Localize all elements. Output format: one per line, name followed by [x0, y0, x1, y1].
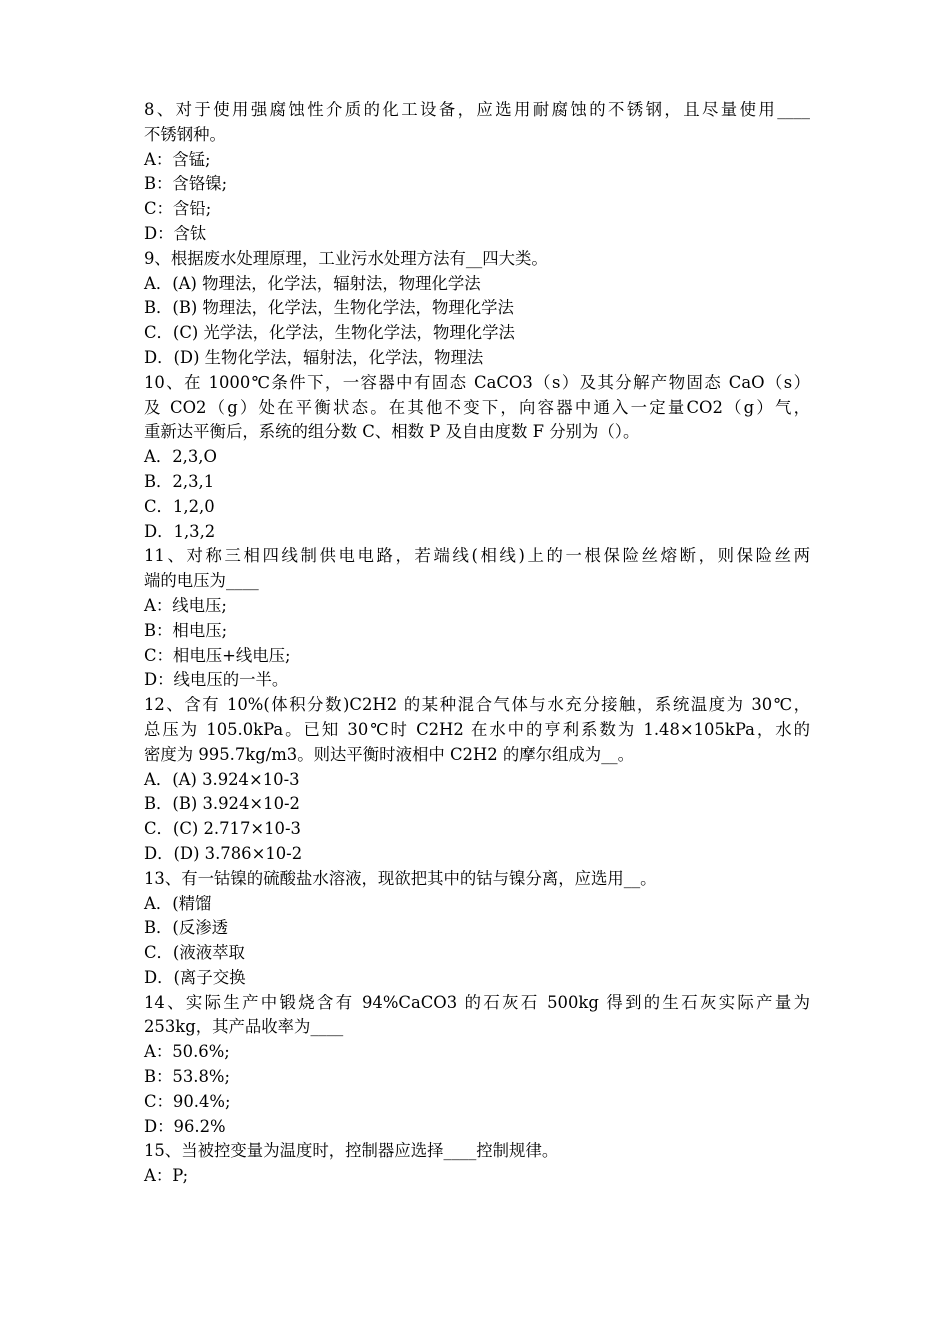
- question-12: [144, 693, 810, 867]
- question-14: [144, 991, 810, 1140]
- option-c: C．(C) 光学法，化学法，生物化学法，物理化学法: [144, 323, 515, 343]
- question-stem-line: 密度为 995.7kg/m3。则达平衡时液相中 C2H2 的摩尔组成为__。: [144, 744, 634, 764]
- option-a: A．2,3,O: [144, 447, 217, 467]
- question-13: [144, 867, 810, 991]
- question-stem-line: 11、对称三相四线制供电电路，若端线(相线)上的一根保险丝熔断，则保险丝两: [144, 546, 810, 566]
- option-c: C：相电压+线电压;: [144, 645, 291, 665]
- question-stem-line: 9、根据废水处理原理，工业污水处理方法有__四大类。: [144, 248, 548, 268]
- option-d: D．(D) 3.786×10-2: [144, 843, 303, 863]
- option-a: A：线电压;: [144, 595, 227, 615]
- option-a: A：P;: [144, 1166, 189, 1186]
- question-8: [144, 98, 810, 247]
- option-b: B．(B) 3.924×10-2: [144, 794, 300, 814]
- question-stem-line: 不锈钢种。: [144, 124, 226, 144]
- option-b: B：53.8%;: [144, 1067, 231, 1087]
- question-stem-line: 253kg，其产品收率为____: [144, 1017, 344, 1037]
- question-11: [144, 544, 810, 693]
- option-a: A：含锰;: [144, 149, 211, 169]
- option-a: A．(精馏: [144, 893, 212, 913]
- option-b: B．2,3,1: [144, 471, 215, 491]
- option-d: D．(D) 生物化学法，辐射法，化学法，物理法: [144, 347, 484, 367]
- question-stem-line: 14、实际生产中锻烧含有 94%CaCO3 的石灰石 500kg 得到的生石灰实际产量为: [144, 992, 810, 1012]
- question-stem-line: 12、含有 10%(体积分数)C2H2 的某种混合气体与水充分接触，系统温度为 30℃，: [144, 695, 810, 715]
- option-c: C．(C) 2.717×10-3: [144, 819, 301, 839]
- option-c: C．1,2,0: [144, 496, 215, 516]
- option-d: D．(离子交换: [144, 967, 246, 987]
- option-b: B．(反渗透: [144, 918, 229, 938]
- document-page: [144, 98, 810, 1189]
- question-stem-line: 8、对于使用强腐蚀性介质的化工设备，应选用耐腐蚀的不锈钢，且尽量使用____: [144, 100, 810, 119]
- question-10: [144, 371, 810, 545]
- option-b: B．(B) 物理法，化学法，生物化学法，物理化学法: [144, 298, 514, 318]
- question-stem-line: 总压为 105.0kPa。已知 30℃时 C2H2 在水中的亨利系数为 1.48×105kPa，水的: [144, 719, 810, 739]
- option-c: C．(液液萃取: [144, 943, 245, 963]
- question-stem-line: 重新达平衡后，系统的组分数 C、相数 P 及自由度数 F 分别为（）。: [144, 422, 640, 442]
- question-15: [144, 1139, 810, 1189]
- option-a: A．(A) 物理法，化学法，辐射法，物理化学法: [144, 273, 481, 293]
- question-stem-line: 13、有一钴镍的硫酸盐水溶液，现欲把其中的钴与镍分离，应选用__。: [144, 868, 657, 888]
- question-stem-line: 及 CO2（g）处在平衡状态。在其他不变下，向容器中通入一定量CO2（g）气，: [144, 397, 810, 417]
- option-c: C：含铅;: [144, 199, 212, 219]
- option-d: D：线电压的一半。: [144, 670, 289, 690]
- option-c: C：90.4%;: [144, 1091, 231, 1111]
- option-d: D：含钛: [144, 223, 207, 243]
- option-d: D．1,3,2: [144, 521, 216, 541]
- option-b: B：相电压;: [144, 620, 228, 640]
- question-stem-line: 端的电压为____: [144, 571, 259, 591]
- option-a: A：50.6%;: [144, 1042, 230, 1062]
- question-9: [144, 247, 810, 371]
- question-stem-line: 15、当被控变量为温度时，控制器应选择____控制规律。: [144, 1141, 559, 1161]
- option-b: B：含铬镍;: [144, 174, 228, 194]
- question-stem-line: 10、在 1000℃条件下，一容器中有固态 CaCO3（s）及其分解产物固态 CaO（s）: [144, 372, 810, 392]
- option-a: A．(A) 3.924×10-3: [144, 769, 300, 789]
- option-d: D：96.2%: [144, 1116, 226, 1136]
